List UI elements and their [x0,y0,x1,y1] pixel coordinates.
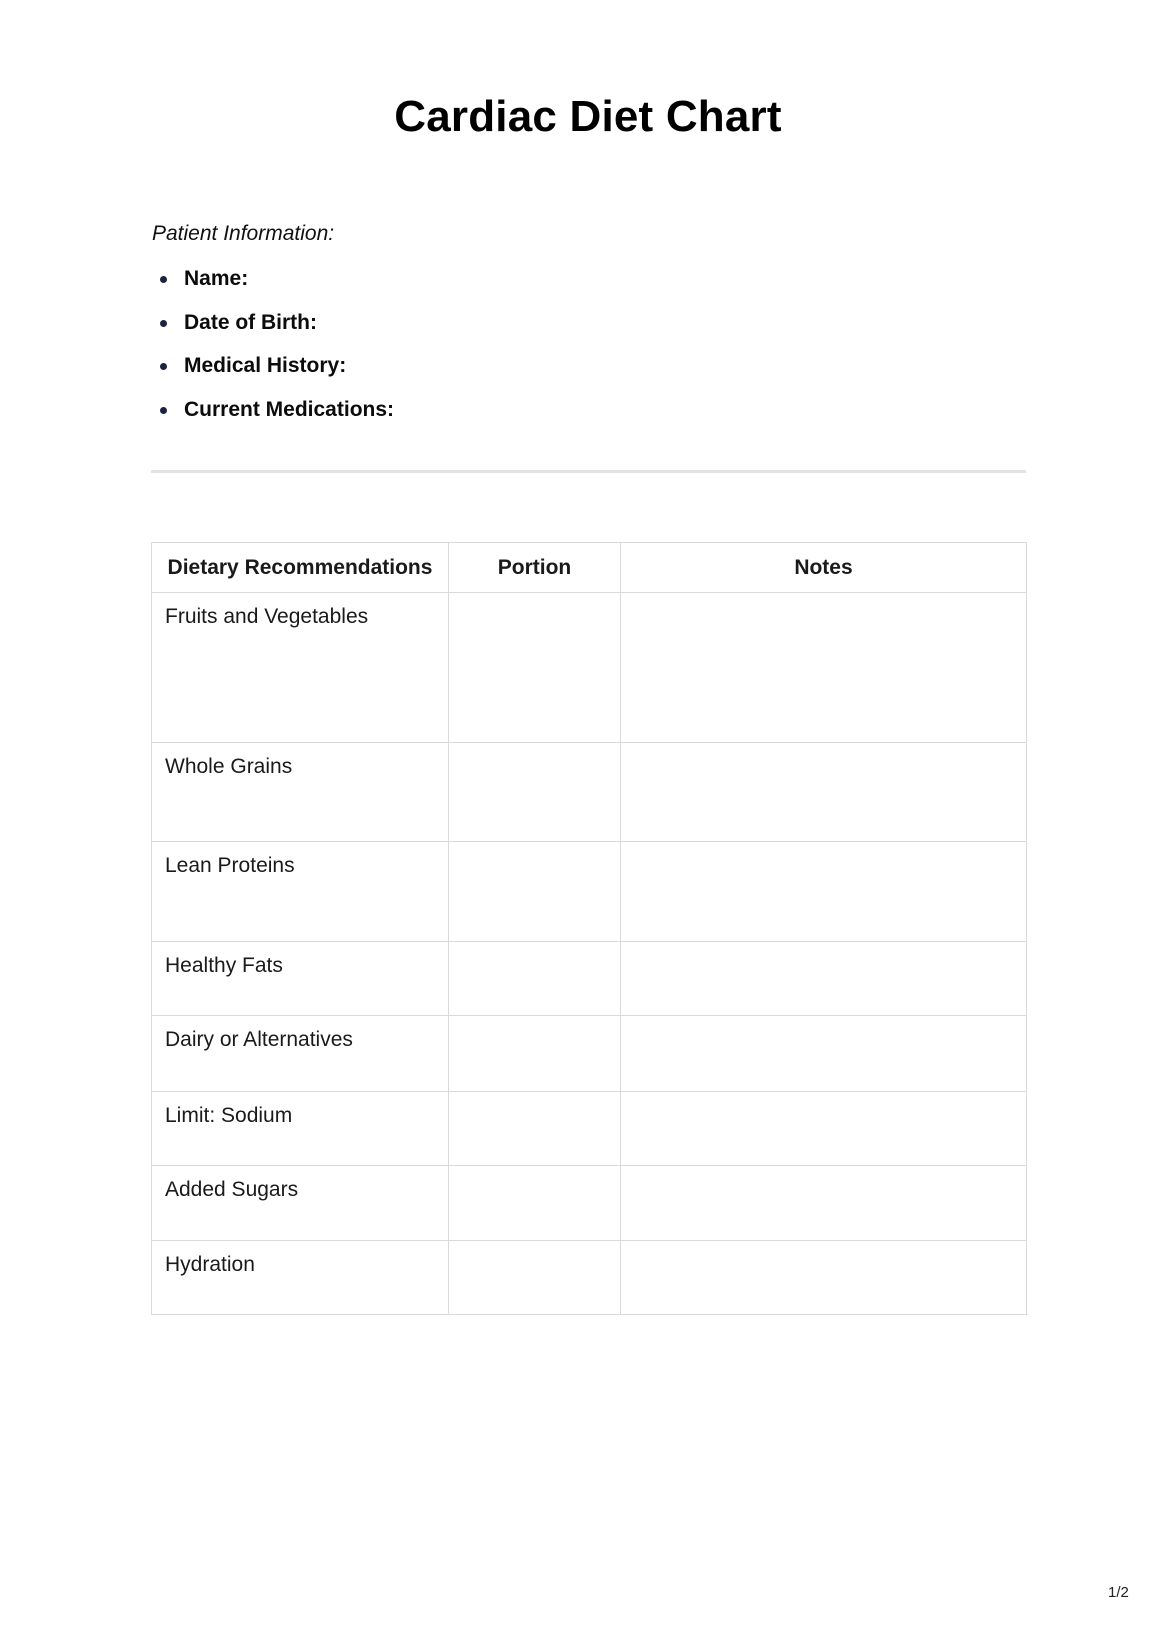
patient-field-date-of-birth [160,308,394,352]
portion-cell[interactable] [449,1241,621,1315]
table-row [152,593,1027,743]
portion-cell[interactable] [449,1016,621,1092]
recommendation-cell: Lean Proteins [152,842,449,942]
notes-cell[interactable] [621,842,1027,942]
portion-cell[interactable] [449,743,621,842]
table-row [152,743,1027,842]
bullet-icon [160,320,167,327]
section-divider [151,470,1026,473]
bullet-icon [160,363,167,370]
notes-cell[interactable] [621,1016,1027,1092]
recommendation-cell: Dairy or Alternatives [152,1016,449,1092]
header-notes: Notes [621,543,1027,593]
recommendation-cell: Healthy Fats [152,942,449,1016]
table-row [152,842,1027,942]
recommendation-cell: Added Sugars [152,1166,449,1241]
field-label: Date of Birth: [184,310,317,334]
recommendation-cell: Whole Grains [152,743,449,842]
table-row [152,1016,1027,1092]
recommendation-cell: Fruits and Vegetables [152,593,449,743]
notes-cell[interactable] [621,942,1027,1016]
notes-cell[interactable] [621,1092,1027,1166]
portion-cell[interactable] [449,842,621,942]
recommendation-cell: Limit: Sodium [152,1092,449,1166]
portion-cell[interactable] [449,593,621,743]
patient-field-medical-history [160,351,394,395]
page-title: Cardiac Diet Chart [394,92,782,141]
header-dietary-recommendations: Dietary Recommendations [152,543,449,593]
notes-cell[interactable] [621,743,1027,842]
portion-cell[interactable] [449,1166,621,1241]
patient-info-heading: Patient Information: [152,222,335,245]
portion-cell[interactable] [449,942,621,1016]
notes-cell[interactable] [621,1241,1027,1315]
patient-info-list [160,264,394,438]
page-number: 1/2 [1108,1584,1129,1601]
table-header-row [152,543,1027,593]
field-label: Name: [184,267,249,290]
header-portion: Portion [449,543,621,593]
table-row [152,942,1027,1016]
patient-field-name [160,264,394,308]
patient-field-current-medications [160,395,394,439]
field-label: Current Medications: [184,397,395,421]
table-row [152,1092,1027,1166]
recommendation-cell: Hydration [152,1241,449,1315]
portion-cell[interactable] [449,1092,621,1166]
table-row [152,1241,1027,1315]
diet-table [151,542,1027,1315]
table-row [152,1166,1027,1241]
field-label: Medical History: [184,354,347,377]
bullet-icon [160,276,167,283]
bullet-icon [160,407,167,414]
notes-cell[interactable] [621,593,1027,743]
notes-cell[interactable] [621,1166,1027,1241]
